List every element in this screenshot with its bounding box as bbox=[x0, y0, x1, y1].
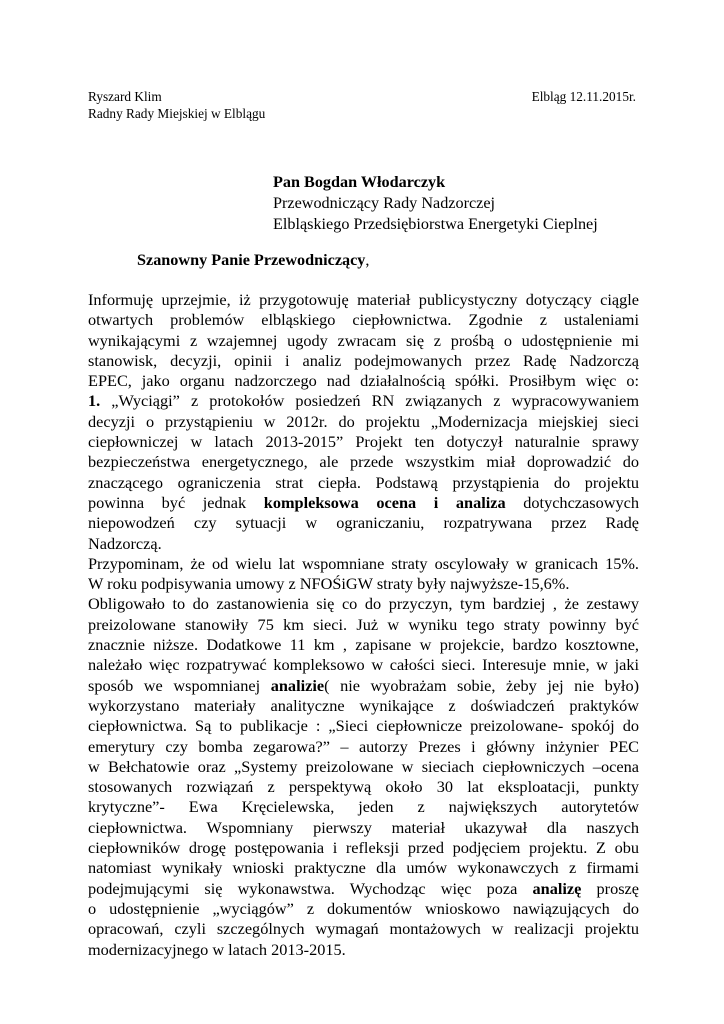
body-line: emerytury czy bomba zegarowa?” – autorzy Prezes i główny inżynier PEC bbox=[88, 736, 639, 756]
sender-position: Radny Rady Miejskiej w Elblągu bbox=[88, 106, 266, 121]
body-line: bezpieczeństwa energetycznego, ale przede wszystkim miał doprowadzić do bbox=[88, 452, 639, 472]
body-line-text: ( nie wyobrażam sobie, żeby jej nie było) bbox=[324, 675, 639, 695]
body-line: opracowań, czyli szczególnych wymagań montażowych w realizacji projektu bbox=[88, 919, 639, 939]
body-line: otwartych problemów elbląskiego ciepłownictwa. Zgodnie z ustaleniami bbox=[88, 310, 639, 330]
body-line-text: podejmującymi się wykonawstwa. Wychodząc więc poza bbox=[88, 878, 533, 898]
letter-body bbox=[88, 290, 639, 960]
body-line-text: proszę bbox=[581, 878, 639, 898]
body-line-bold-phrase bbox=[88, 879, 639, 899]
sender-name: Ryszard Klim bbox=[88, 89, 162, 104]
salutation-text: Szanowny Panie Przewodniczący bbox=[137, 251, 366, 269]
body-line: ciepłowników drogę postępowania i refleksji przed podjęciem projektu. Z obu bbox=[88, 838, 639, 858]
body-line: znacznie niższe. Dodatkowe 11 km , zapisane w projekcie, bardzo kosztowne, bbox=[88, 635, 639, 655]
body-line: ciepłownictwa. Wspomniany pierwszy materiał ukazywał dla naszych bbox=[88, 817, 639, 837]
body-line: ciepłowniczej w latach 2013-2015” Projekt ten dotyczył naturalnie sprawy bbox=[88, 432, 639, 452]
body-line-bold-phrase bbox=[88, 493, 639, 513]
bold-phrase: kompleksowa ocena i analiza bbox=[263, 492, 506, 512]
body-line: Nadzorczą. bbox=[88, 533, 162, 553]
body-line: stosowanych rozwiązań z perspektywą około 30 lat eksploatacji, punkty bbox=[88, 777, 639, 797]
body-line-text: sposób we wspomnianej bbox=[88, 675, 271, 695]
body-line: znaczącego ograniczenia strat ciepła. Podstawą przystąpienia do projektu bbox=[88, 472, 639, 492]
body-line: wykorzystano materiały analityczne wynikające z doświadczeń praktyków bbox=[88, 695, 639, 715]
body-line-text: dotychczasowych bbox=[505, 492, 639, 512]
body-line-text: powinna być jednak bbox=[88, 492, 264, 512]
body-line: w Bełchatowie oraz „Systemy preizolowane w sieciach ciepłowniczych –ocena bbox=[88, 756, 639, 776]
body-line: niepowodzeń czy sytuacji w ograniczaniu, rozpatrywana przez Radę bbox=[88, 513, 639, 533]
list-number: 1. bbox=[88, 391, 101, 411]
bold-phrase: analizie bbox=[270, 675, 325, 695]
salutation bbox=[137, 250, 369, 271]
body-line: natomiast wynikały wnioski praktyczne dla umów wykonawczych z firmami bbox=[88, 858, 639, 878]
body-line: ciepłownictwa. Są to publikacje : „Sieci ciepłownicze preizolowane- spokój do bbox=[88, 716, 639, 736]
body-line: krytyczne”- Ewa Kręcielewska, jeden z największych autorytetów bbox=[88, 797, 639, 817]
body-line: Informuję uprzejmie, iż przygotowuję materiał publicystyczny dotyczący ciągle bbox=[88, 290, 639, 309]
body-line: Obligowało to do zastanowienia się co do przyczyn, tym bardziej , że zestawy bbox=[88, 594, 639, 614]
body-line-bold-phrase bbox=[88, 676, 639, 696]
recipient-title: Przewodniczący Rady Nadzorczej bbox=[273, 194, 496, 212]
body-line: decyzji o przystąpieniu w 2012r. do projektu „Modernizacja miejskiej sieci bbox=[88, 411, 639, 431]
body-line: należało więc rozpatrywać kompleksowo w całości sieci. Interesuje mnie, w jaki bbox=[88, 655, 639, 675]
body-line: wynikającymi z wzajemnej ugody zwracam się z prośbą o udostępnienie mi bbox=[88, 330, 639, 350]
body-line: stanowisk, decyzji, opinii i analiz podejmowanych przez Radę Nadzorczą bbox=[88, 350, 639, 370]
body-line: modernizacyjnego w latach 2013-2015. bbox=[88, 939, 346, 959]
body-line: o udostępnienie „wyciągów” z dokumentów wnioskowo nawiązujących do bbox=[88, 898, 639, 918]
bold-phrase: analizę bbox=[532, 878, 582, 898]
letter-date: Elbląg 12.11.2015r. bbox=[531, 89, 636, 104]
recipient-organization: Elbląskiego Przedsiębiorstwa Energetyki Cieplnej bbox=[273, 215, 598, 233]
body-line: EPEC, jako organu nadzorczego nad działalnością spółki. Prosiłbym więc o: bbox=[88, 371, 639, 391]
salutation-punct: , bbox=[365, 251, 370, 269]
recipient-name: Pan Bogdan Włodarczyk bbox=[273, 173, 446, 191]
body-line: preizolowane stanowiły 75 km sieci. Już w wyniku tego straty powinny być bbox=[88, 614, 639, 634]
body-line-item-1 bbox=[88, 391, 639, 411]
body-line-text: „Wyciągi” z protokołów posiedzeń RN związanych z wypracowywaniem bbox=[100, 391, 639, 411]
body-line: Przypominam, że od wielu lat wspomniane straty oscylowały w granicach 15%. bbox=[88, 553, 639, 573]
body-line: W roku podpisywania umowy z NFOŚiGW straty były najwyższe-15,6%. bbox=[88, 574, 570, 594]
